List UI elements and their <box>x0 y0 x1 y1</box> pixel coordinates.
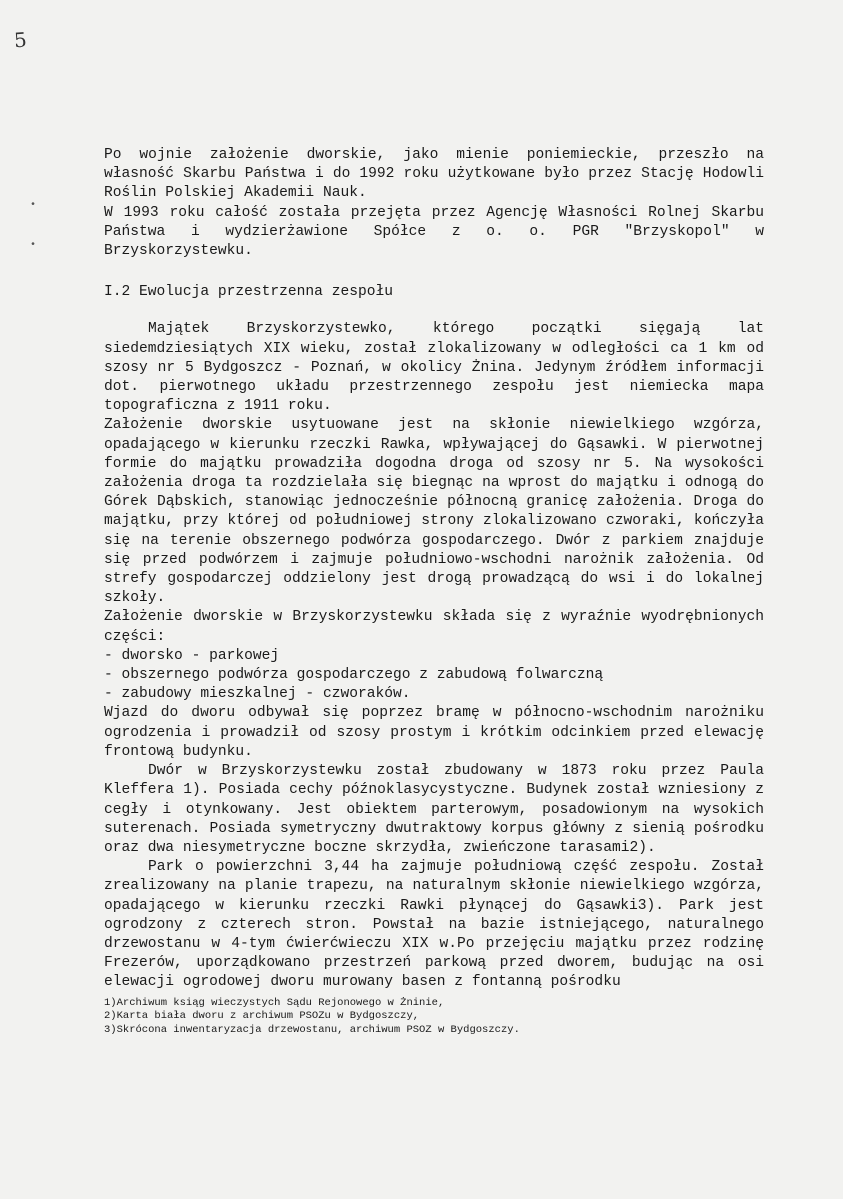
document-body <box>104 146 764 1037</box>
intro-paragraph-1: Po wojnie założenie dworskie, jako mienie poniemieckie, przeszło na własność Skarbu Państwa i do 1992 roku użytkowane było przez Stację Hodowli Roślin Polskiej Akademii Nauk. <box>104 147 764 202</box>
paragraph-park: Park o powierzchni 3,44 ha zajmuje południową część zespołu. Został zrealizowany na planie trapezu, na naturalnym skłonie niewielkiego wzgórza, opadającego w kierunku rzeczki Rawki płynącej do Gąsawki3). Park jest ogrodzony z czterech stron. Powstał na bazie istniejącego, naturalnego drzewostanu w 4-tym ćwierćwieczu XIX w.Po przejęciu majątku przez rodzinę Frezerów, uporządkowano przestrzeń parkową przed dworem, budując na osi elewacji ogrodowej dworu murowany basen z fontanną pośrodku <box>104 859 764 991</box>
paragraph-entrance: Wjazd do dworu odbywał się poprzez bramę w północno-wschodnim narożniku ogrodzenia i prowadził od szosy prostym i krótkim odcinkiem przed elewację frontową budynku. <box>104 705 764 760</box>
section-heading: I.2 Ewolucja przestrzenna zespołu <box>104 284 394 301</box>
list-item: - obszernego podwórza gospodarczego z zabudową folwarczną <box>104 667 604 684</box>
footnote: 1)Archiwum ksiąg wieczystych Sądu Rejonowego w Żninie, <box>104 996 445 1009</box>
list-item: - dworsko - parkowej <box>104 647 280 664</box>
footnote: 3)Skrócona inwentaryzacja drzewostanu, archiwum PSOZ w Bydgoszczy. <box>104 1023 520 1036</box>
page-number: 5 <box>13 27 28 53</box>
list-item: - zabudowy mieszkalnej - czworaków. <box>104 686 411 703</box>
paragraph-manor: Dwór w Brzyskorzystewku został zbudowany w 1873 roku przez Paula Kleffera 1). Posiada cechy późnoklasycystyczne. Budynek został wzniesiony z cegły i otynkowany. Jest obiektem parterowym, posadowionym na wysokich suterenach. Posiada symetryczny dwutraktowy korpus główny z sienią pośrodku oraz dwa niesymetryczne boczne skrzydła, zwieńczone tarasami2). <box>104 763 764 856</box>
paragraph-layout: Założenie dworskie usytuowane jest na skłonie niewielkiego wzgórza, opadającego w kierunku rzeczki Rawka, wpływającej do Gąsawki. W pierwotnej formie do majątku prowadziła dogodna droga od szosy nr 5. Na wysokości założenia droga ta rozdzielała się biegnąc na wprost do majątku i odnogą do Górek Dąbskich, stanowiąc jednocześnie północną granicę założenia. Droga do majątku, przy której od południowej strony zlokalizowano czworaki, kończyła się na terenie obszernego podwórza gospodarczego. Dwór z parkiem znajduje się przed podwórzem i zajmuje południowo-wschodni narożnik założenia. Od strefy gospodarczej oddzielony jest drogą prowadzącą do wsi i do lokalnej szkoły. <box>104 417 764 607</box>
paragraph-parts-intro: Założenie dworskie w Brzyskorzystewku składa się z wyraźnie wyodrębnionych części: <box>104 609 764 645</box>
intro-paragraph-2: W 1993 roku całość została przejęta przez Agencję Własności Rolnej Skarbu Państwa i wydzierżawione Spółce z o. o. PGR "Brzyskopol" w Brzyskorzystewku. <box>104 204 764 260</box>
footnote: 2)Karta biała dworu z archiwum PSOZu w Bydgoszczy, <box>104 1010 420 1023</box>
margin-mark: • <box>30 240 37 251</box>
margin-mark: • <box>30 200 37 211</box>
paragraph-estate-origin: Majątek Brzyskorzystewko, którego początki sięgają lat siedemdziesiątych XIX wieku, został zlokalizowany w odległości ca 1 km od szosy nr 5 Bydgoszcz - Poznań, w okolicy Żnina. Jedynym źródłem informacji dot. pierwotnego układu przestrzennego zespołu jest niemiecka mapa topograficzna z 1911 roku. <box>104 321 764 415</box>
footnotes <box>104 997 764 1038</box>
